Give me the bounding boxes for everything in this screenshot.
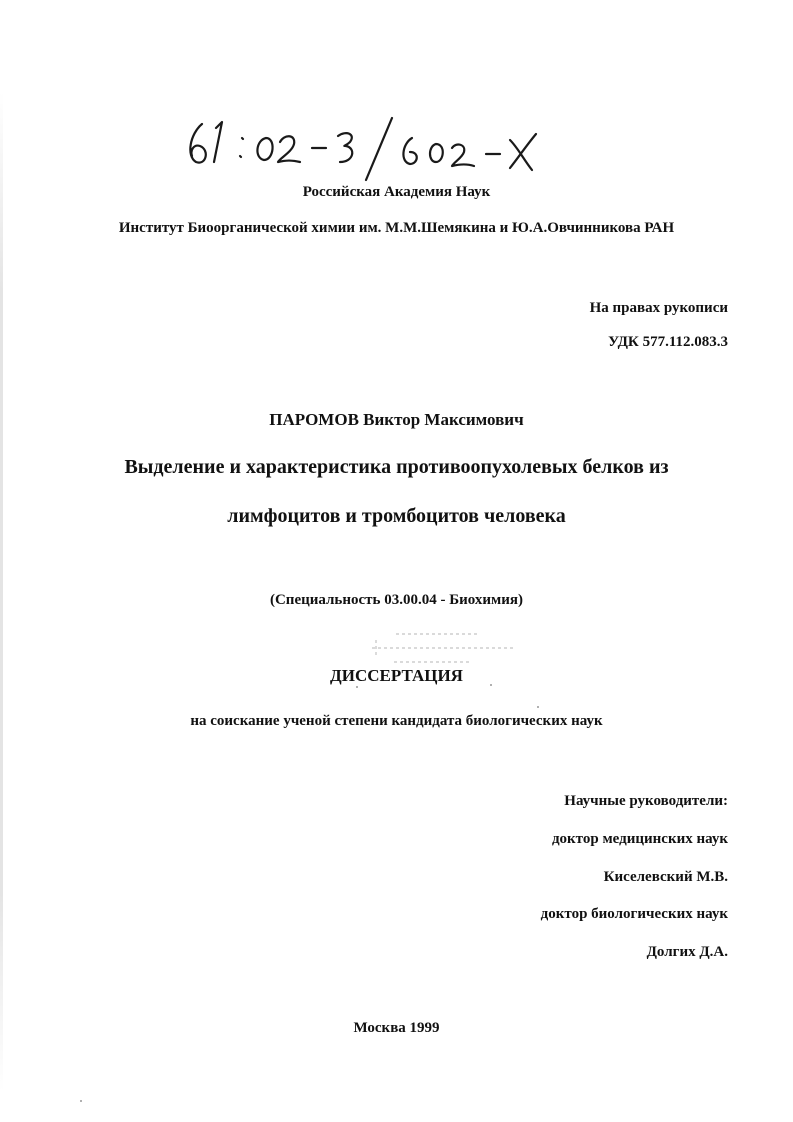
title-line-1: Выделение и характеристика противоопухолевых белков из — [124, 456, 669, 478]
supervisors-heading: Научные руководители: — [564, 793, 728, 809]
supervisor-2-name: Долгих Д.А. — [646, 944, 728, 960]
supervisor-1-degree: доктор медицинских наук — [551, 831, 728, 847]
document-type: ДИССЕРТАЦИЯ — [330, 666, 463, 685]
udk-code: УДК 577.112.083.3 — [608, 334, 728, 350]
supervisor-2-degree: доктор биологических наук — [540, 906, 728, 922]
handwritten-catalog-drawing — [180, 104, 560, 184]
scan-speck — [490, 684, 492, 686]
scan-speck — [80, 1100, 82, 1102]
specialty: (Специальность 03.00.04 - Биохимия) — [269, 592, 524, 608]
handwritten-catalog-number — [180, 104, 560, 184]
city-year: Москва 1999 — [353, 1020, 440, 1036]
author-name: ПАРОМОВ Виктор Максимович — [269, 410, 524, 429]
degree-purpose: на соискание ученой степени кандидата биологических наук — [190, 713, 603, 729]
supervisor-1-name: Киселевский М.В. — [603, 869, 728, 885]
title-line-2: лимфоцитов и тромбоцитов человека — [227, 505, 566, 527]
scan-speck — [537, 706, 539, 708]
academy-name: Российская Академия Наук — [302, 184, 491, 200]
institute-name: Институт Биоорганической химии им. М.М.Шемякина и Ю.А.Овчинникова РАН — [118, 220, 675, 236]
manuscript-rights: На правах рукописи — [589, 300, 728, 316]
scan-speck — [356, 686, 358, 688]
